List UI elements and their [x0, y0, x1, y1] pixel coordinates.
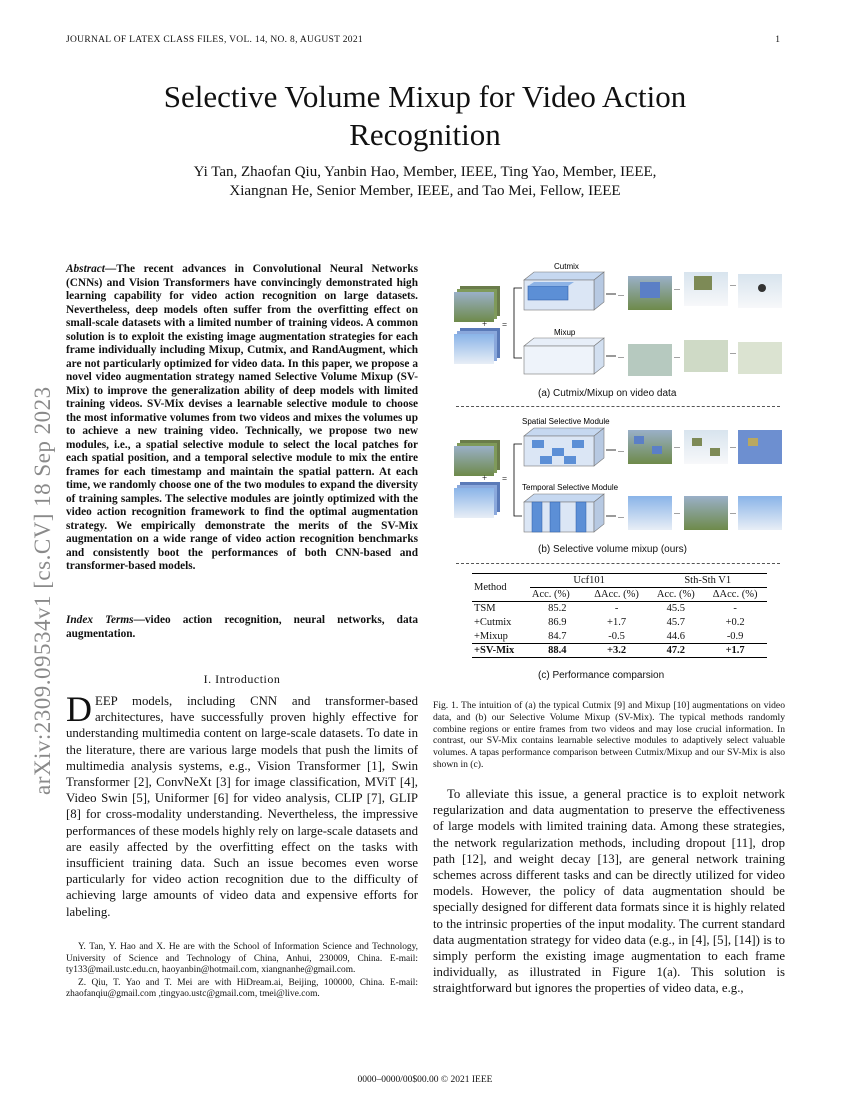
figure-divider-1 — [456, 406, 780, 407]
temporal-module-label: Temporal Selective Module — [522, 483, 619, 492]
index-terms-text: —video action recognition, neural networks, data augmentation. — [66, 614, 418, 640]
ellipsis-6: ... — [730, 347, 736, 356]
footnotes — [66, 942, 418, 1002]
input-video-a — [454, 286, 500, 322]
copyright-footer: 0000–0000/00$00.00 © 2021 IEEE — [357, 1075, 493, 1085]
ellipsis-3: ... — [674, 283, 680, 292]
running-header: JOURNAL OF LATEX CLASS FILES, VOL. 14, NO. 8, AUGUST 2021 — [66, 35, 363, 45]
intro-text: EEP models, including CNN and transformer-based architectures, have successfully proven highly effective for understanding multimedia content on large-scale datasets. To date in the literature, there are various large models that push the limits of multimedia analysis systems, e.g., Vision Transformer [1], Swin Transformer [2], ConvNeXt [3] for image classification, MViT [4], Video Swin [5], Uniformer [6] for video analysis, CLIP [7], GLIP [8] for cross-modality understanding. Nevertheless, the impressive performances of these models highly rely on large-scale datasets and are easily affected by the overfitting effect on the tasks with insufficient training data. Such an issue becomes even worse particularly for video action recognition due to the difficulty of achieving large amounts of video data and expensive efforts for labeling. — [66, 694, 418, 919]
figure-caption: Fig. 1. The intuition of (a) the typical Cutmix [9] and Mixup [10] augmentations on video data, and (b) our Selective Volume Mixup (SV-Mix). The typical methods randomly combine regions or entire frames from two videos and may lose crucial information. In contrast, our SV-Mix contains learnable selective modules to adaptively select valuable volumes. A tapas performance comparison between Cutmix/Mixup and our SV-Mix is also shown in (c). — [433, 700, 785, 770]
cell-sth-acc: 44.6 — [666, 630, 686, 642]
drop-cap: D — [66, 689, 92, 729]
subcaption-b: (b) Selective volume mixup (ours) — [538, 544, 687, 555]
ellipsis-8: ... — [618, 511, 624, 520]
ellipsis-1: ... — [618, 289, 624, 298]
plus-sign: + — [482, 319, 488, 329]
group-ucf101: Ucf101 — [530, 574, 649, 588]
input-video-b — [454, 328, 500, 364]
cell-ucf-dacc: - — [614, 603, 619, 615]
cell-ucf-acc: 86.9 — [548, 617, 567, 628]
equals-sign-2: = — [502, 474, 508, 484]
cell-sth-dacc: +0.2 — [725, 617, 745, 628]
ellipsis-2: ... — [618, 351, 624, 360]
cell-method: +Cutmix — [474, 617, 512, 628]
cell-ucf-acc: 85.2 — [548, 603, 567, 615]
col-acc-1: Acc. (%) — [530, 588, 585, 602]
section-heading: I. Introduction — [203, 672, 281, 686]
col-dacc-2: ΔAcc. (%) — [703, 588, 767, 602]
author-line-1: Yi Tan, Zhaofan Qiu, Yanbin Hao, Member, IEEE, Ting Yao, Member, IEEE, — [193, 164, 657, 180]
cell-sth-dacc: -0.9 — [726, 630, 744, 642]
footnote-2: Z. Qiu, T. Yao and T. Mei are with HiDream.ai, Beijing, 100000, China. E-mail: zhaofanqiu@gmail.com ,tingyao.ustc@gmail.com, tmei@live.com. — [66, 977, 418, 1000]
paper-title: Selective Volume Mixup for Video Action Recognition — [163, 79, 687, 152]
ellipsis-5: ... — [674, 351, 680, 360]
table-row — [472, 644, 767, 658]
cell-method: TSM — [474, 603, 496, 615]
spatial-module-label: Spatial Selective Module — [522, 417, 610, 426]
table-row — [472, 630, 767, 644]
ellipsis-12: ... — [730, 507, 736, 516]
cell-sth-acc: 47.2 — [648, 644, 703, 658]
table-row — [472, 602, 767, 616]
figure-divider-2 — [456, 563, 780, 564]
cell-sth-acc: 45.7 — [666, 617, 686, 628]
author-list — [100, 163, 750, 201]
ellipsis-9: ... — [674, 441, 680, 450]
temporal-output-frames — [628, 496, 782, 530]
cell-sth-dacc: - — [733, 603, 737, 615]
mixup-output-frames — [628, 340, 782, 376]
subcaption-c: (c) Performance comparsion — [538, 670, 665, 681]
cell-sth-acc: 45.5 — [666, 603, 686, 615]
cell-ucf-dacc: +1.7 — [607, 617, 627, 628]
ellipsis-4: ... — [730, 279, 736, 288]
cell-ucf-acc: 84.7 — [548, 630, 567, 642]
cell-ucf-dacc: -0.5 — [608, 630, 625, 642]
col-acc-2: Acc. (%) — [648, 588, 703, 602]
input-video-d — [454, 482, 500, 518]
mixup-label: Mixup — [554, 328, 576, 337]
abstract-label: Abstract — [66, 263, 105, 275]
page-number: 1 — [775, 35, 780, 45]
spatial-selective-volume — [524, 428, 604, 466]
col-dacc-1: ΔAcc. (%) — [585, 588, 649, 602]
cell-sth-dacc: +1.7 — [703, 644, 767, 658]
input-video-c — [454, 440, 500, 476]
abstract-text: —The recent advances in Convolutional Neural Networks (CNNs) and Vision Transformers have convincingly demonstrated high learning capability for video action recognition on large datasets. Nevertheless, deep models often suffer from the overfitting effect on small-scale datasets with a limited number of training videos. A common solution is to exploit the existing image augmentation strategies for each frame individually including Mixup, Cutmix, and RandAugment, which are not particularly optimized for video data. In this paper, we propose a novel video augmentation strategy named Selective Volume Mixup (SV-Mix) to improve the generalization ability of deep models with limited training videos. SV-Mix devises a learnable selective module to choose the most informative volumes from two videos and mixes the volumes up to achieve a new training video. Technically, we propose two new modules, i.e., a spatial selective module to select the local patches for each spatial position, and a temporal selective module to mix the entire frames for each timestamp and maintain the spatial pattern. At each time, we randomly choose one of the two modules to expand the diversity of training samples. The selective modules are jointly optimized with the video action recognition framework to find the optimal augmentation strategy. We empirically demonstrate the merits of the SV-Mix augmentation on a wide range of video action recognition benchmarks and consistently boot the performances of both CNN-based and transformer-based models. — [66, 263, 418, 572]
cell-method: +Mixup — [474, 630, 508, 642]
intro-paragraph — [66, 689, 418, 920]
plus-sign-2: + — [482, 473, 488, 483]
ellipsis-7: ... — [618, 445, 624, 454]
spatial-output-frames — [628, 430, 782, 464]
figure-diagram — [452, 258, 784, 568]
performance-table — [472, 573, 767, 658]
method-header: Method — [472, 574, 530, 602]
ellipsis-10: ... — [730, 441, 736, 450]
cell-ucf-acc: 88.4 — [530, 644, 585, 658]
cell-method: +SV-Mix — [472, 644, 530, 658]
arxiv-stamp — [10, 295, 55, 795]
mixup-volume — [524, 338, 604, 374]
temporal-selective-volume — [524, 494, 604, 532]
arxiv-stamp-text: arXiv:2309.09534v1 [cs.CV] 18 Sep 2023 — [30, 386, 55, 795]
cutmix-volume — [524, 272, 604, 310]
table-row — [472, 616, 767, 630]
subcaption-a: (a) Cutmix/Mixup on video data — [538, 388, 677, 399]
right-column-paragraph: To alleviate this issue, a general practice is to exploit network regularization and data augmentation to preserve the effectiveness of large models with limited training data. Among these strategies, the network regularization methods, including dropout [11], drop path [12], and weight decay [13], are general network training schemes across different tasks and can be directly utilized for video models. However, the policy of data augmentation should be specially designed for different data formats since it is highly related to the intrinsic properties of the input modality. The current standard data augmentation strategy for video data (e.g., in [4], [5], [14]) is to simply perform the existing image augmentation to each frame individually, as illustrated in Figure 1(a). This solution is straightforward but ignores the properties of video data, e.g., — [433, 787, 785, 996]
cutmix-label: Cutmix — [554, 262, 579, 271]
ellipsis-11: ... — [674, 507, 680, 516]
group-sthsth: Sth-Sth V1 — [648, 574, 767, 588]
index-terms-label: Index Terms — [66, 614, 134, 626]
equals-sign: = — [502, 320, 508, 330]
index-terms — [66, 614, 418, 641]
author-line-2: Xiangnan He, Senior Member, IEEE, and Tao Mei, Fellow, IEEE — [229, 183, 621, 199]
cutmix-output-frames — [628, 272, 782, 310]
cell-ucf-dacc: +3.2 — [585, 644, 649, 658]
abstract — [66, 263, 418, 574]
footnote-1: Y. Tan, Y. Hao and X. He are with the School of Information Science and Technology, University of Science and Technology of China, Anhui, 230009, China. E-mail: ty133@mail.ustc.edu.cn, haoyanbin@hotmail.com, xiangnanhe@gmail.com. — [66, 942, 418, 976]
figure-1 — [452, 258, 784, 690]
